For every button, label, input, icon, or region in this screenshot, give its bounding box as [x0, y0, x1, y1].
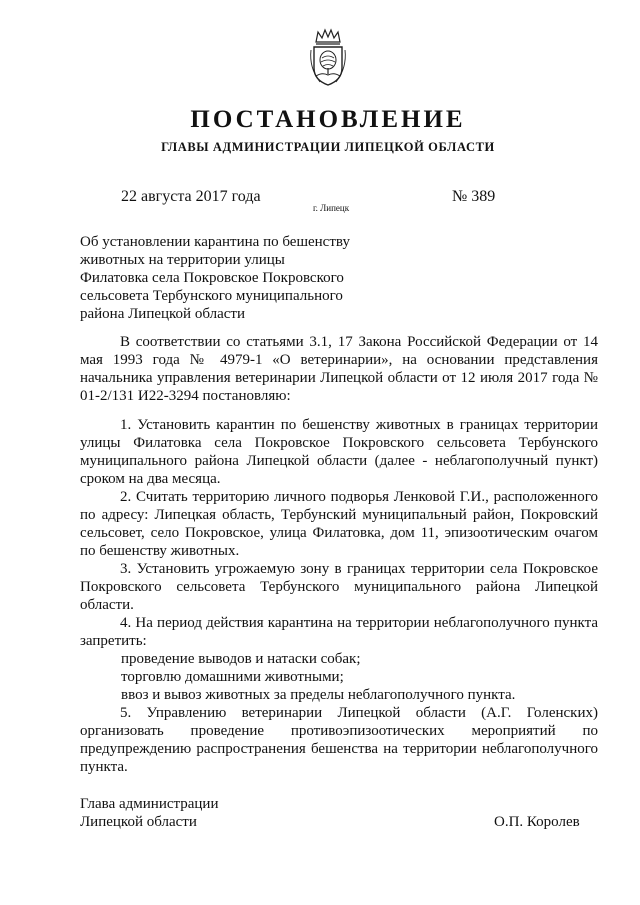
item-4-sub-2: торговлю домашними животными; [121, 669, 344, 685]
item-4-paragraph: 4. На период действия карантина на территории неблагополучного пункта запретить: [80, 615, 598, 649]
document-subtitle: ГЛАВЫ АДМИНИСТРАЦИИ ЛИПЕЦКОЙ ОБЛАСТИ [161, 140, 495, 154]
document-number: № 389 [452, 188, 496, 205]
heading-line: Об установлении карантина по бешенству [80, 234, 350, 250]
item-2-paragraph: 2. Считать территорию личного подворья Ленковой Г.И., расположенного по адресу: Липецкая область, Тербунский муниципальный район, Покровский сельсовет, село Покровское, улица Филатовка, дом 11, эпизоотическим очагом по бешенству животных. [80, 489, 598, 559]
item-4-sub-3: ввоз и вывоз животных за пределы неблагополучного пункта. [121, 687, 516, 703]
document-title: ПОСТАНОВЛЕНИЕ [190, 106, 466, 133]
heading-line: Филатовка села Покровское Покровского [80, 270, 344, 286]
preamble-paragraph: В соответствии со статьями 3.1, 17 Закона Российской Федерации от 14 мая 1993 года № 4979-1 «О ветеринарии», на основании представления начальника управления ветеринарии Липецкой области от 12 июля 2017 года № 01-2/131 И22-3294 постановляю: [80, 334, 598, 404]
item-5-paragraph: 5. Управлению ветеринарии Липецкой области (А.Г. Голенских) организовать проведение противоэпизоотических мероприятий по предупреждению распространения бешенства на территории неблагополучного пункта. [80, 705, 598, 775]
signatory-position [80, 795, 218, 831]
lipetsk-coat-of-arms-icon [308, 28, 348, 88]
heading-line: района Липецкой области [80, 306, 245, 322]
document-date: 22 августа 2017 года [121, 188, 261, 205]
document-city: г. Липецк [313, 203, 350, 213]
document-body [80, 333, 598, 776]
item-4-sub-1: проведение выводов и натаски собак; [121, 651, 361, 667]
heading-line: сельсовета Тербунского муниципального [80, 288, 343, 304]
item-1-paragraph: 1. Установить карантин по бешенству животных в границах территории улицы Филатовка села Покровское Покровского сельсовета Тербунского муниципального района Липецкой области (далее - неблагополучный пункт) сроком на два месяца. [80, 417, 598, 487]
signatory-name: О.П. Королев [494, 814, 580, 830]
heading-line: животных на территории улицы [80, 252, 285, 268]
signatory-position-line: Липецкой области [80, 814, 197, 830]
signatory-position-line: Глава администрации [80, 796, 219, 812]
document-heading [80, 233, 380, 323]
item-3-paragraph: 3. Установить угрожаемую зону в границах территории села Покровское Покровского сельсовета Тербунского муниципального района Липецкой области. [80, 561, 598, 613]
